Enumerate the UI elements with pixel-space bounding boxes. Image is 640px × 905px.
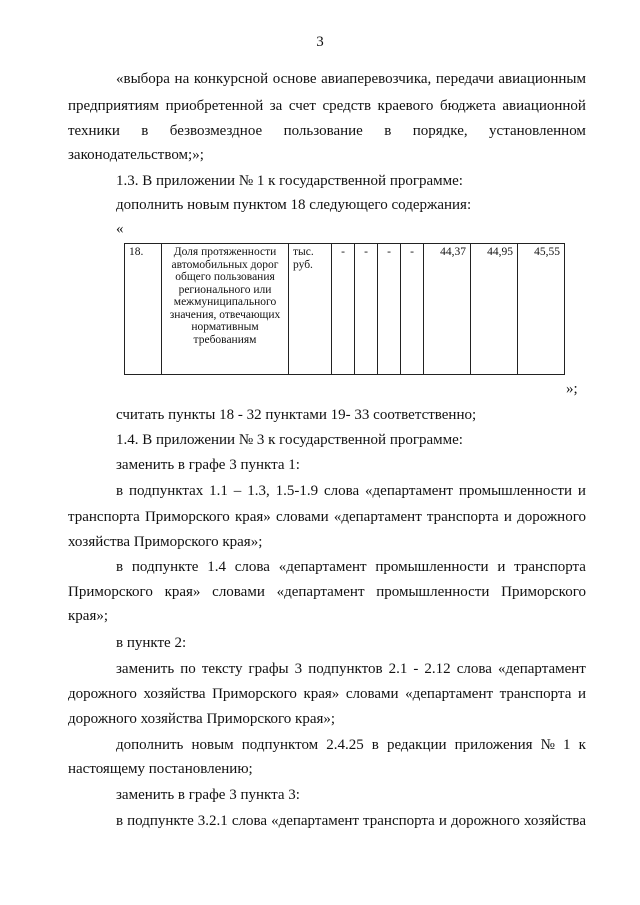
- word: к: [578, 737, 586, 753]
- paragraph-line: края»;: [68, 608, 109, 624]
- word: установленном: [489, 123, 586, 139]
- word: на: [174, 71, 190, 87]
- word: Приморского: [212, 686, 297, 702]
- word: краевого: [377, 98, 434, 114]
- word: в: [116, 813, 124, 829]
- table-cell-dash: -: [401, 244, 424, 375]
- word: порядке,: [412, 123, 468, 139]
- word: дорожного: [450, 813, 520, 829]
- word: подпункте: [127, 813, 194, 829]
- word: края»: [303, 686, 340, 702]
- paragraph-line: законодательством;»;: [68, 147, 204, 163]
- table-cell-value: 44,37: [424, 244, 471, 375]
- word: «департамент: [405, 686, 494, 702]
- word: -: [413, 661, 419, 677]
- word: 2.4.25: [326, 737, 364, 753]
- word: 2.1: [388, 661, 408, 677]
- word: транспорта: [499, 686, 572, 702]
- word: основе: [272, 71, 317, 87]
- word: –: [233, 483, 242, 499]
- word: в: [371, 737, 379, 753]
- word: края»: [164, 584, 201, 600]
- word: безвозмездное: [169, 123, 263, 139]
- word: предприятиям: [68, 98, 160, 114]
- paragraph-line: считать пункты 18 - 32 пунктами 19- 33 соответственно;: [116, 407, 477, 423]
- word: промышленности: [375, 559, 489, 575]
- paragraph-line: [116, 736, 586, 754]
- close-quote: »;: [566, 381, 578, 397]
- word: транспорта: [68, 509, 140, 525]
- word: авиаперевозчика,: [321, 71, 432, 87]
- word: «департамент: [365, 483, 453, 499]
- inserted-table: [124, 243, 565, 375]
- word: 2.12: [424, 661, 451, 677]
- paragraph-line: хозяйства Приморского края»;: [68, 534, 263, 550]
- word: Приморского: [501, 584, 586, 600]
- word: дорожного: [517, 509, 586, 525]
- word: 1.3,: [247, 483, 270, 499]
- word: словами: [345, 686, 399, 702]
- word: приложения: [454, 737, 533, 753]
- word: «департамент: [497, 661, 586, 677]
- word: графы: [248, 661, 289, 677]
- section-heading: 1.4. В приложении № 3 к государственной программе:: [116, 432, 463, 448]
- paragraph-line: настоящему постановлению;: [68, 761, 253, 777]
- word: в: [141, 123, 149, 139]
- word: средств: [322, 98, 372, 114]
- word: бюджета: [439, 98, 496, 114]
- word: приобретенной: [165, 98, 264, 114]
- paragraph-line: [68, 685, 586, 703]
- word: новым: [191, 737, 234, 753]
- word: в: [384, 123, 392, 139]
- word: слова: [456, 661, 492, 677]
- word: 1: [563, 737, 571, 753]
- word: редакции: [386, 737, 447, 753]
- paragraph-line: дорожного хозяйства Приморского края»;: [68, 711, 336, 727]
- word: 1.4: [207, 559, 226, 575]
- paragraph-line: [116, 558, 586, 576]
- paragraph-line: [116, 70, 586, 88]
- word: конкурсной: [193, 71, 269, 87]
- word: и: [503, 509, 512, 525]
- table-cell-dash: -: [332, 244, 355, 375]
- paragraph-line: [116, 482, 586, 500]
- word: края»: [234, 509, 271, 525]
- word: по: [180, 661, 196, 677]
- paragraph-line: в пункте 2:: [116, 635, 187, 651]
- paragraph-line: [68, 583, 586, 601]
- word: в: [116, 483, 124, 499]
- word: «департамент: [271, 813, 359, 829]
- word: и: [577, 483, 586, 499]
- word: «департамент: [333, 509, 422, 525]
- table-cell-unit: тыс. руб.: [289, 244, 332, 375]
- word: подпункте: [131, 559, 199, 575]
- paragraph-line: [68, 97, 586, 115]
- word: заменить: [116, 661, 175, 677]
- word: «департамент: [278, 559, 367, 575]
- word: транспорта: [426, 509, 499, 525]
- table-cell-value: 45,55: [518, 244, 565, 375]
- word: передачи: [435, 71, 494, 87]
- word: «департамент: [276, 584, 365, 600]
- word: хозяйства: [523, 813, 586, 829]
- table-cell-dash: -: [378, 244, 401, 375]
- word: техники: [68, 123, 120, 139]
- word: и: [438, 813, 447, 829]
- word: и: [497, 559, 506, 575]
- word: промышленности: [458, 483, 573, 499]
- paragraph-line: заменить в графе 3 пункта 3:: [116, 787, 300, 803]
- table-cell-value: 44,95: [471, 244, 518, 375]
- word: хозяйства: [143, 686, 206, 702]
- word: подпунктом: [241, 737, 319, 753]
- table-row: [125, 244, 565, 375]
- word: и: [577, 686, 586, 702]
- word: в: [116, 559, 124, 575]
- table-cell-dash: -: [355, 244, 378, 375]
- page-number: 3: [316, 34, 324, 50]
- word: дополнить: [116, 737, 184, 753]
- word: 1.5-1.9: [275, 483, 319, 499]
- word: слова: [234, 559, 270, 575]
- word: промышленности: [376, 584, 490, 600]
- word: транспорта: [363, 813, 435, 829]
- word: счет: [288, 98, 316, 114]
- word: авиационным: [498, 71, 586, 87]
- paragraph-line: [68, 508, 586, 526]
- word: 3: [294, 661, 303, 677]
- paragraph-line: дополнить новым пунктом 18 следующего содержания:: [116, 197, 472, 213]
- table-cell-number: 18.: [125, 244, 162, 375]
- paragraph-line: [116, 812, 586, 830]
- word: тексту: [201, 661, 243, 677]
- word: Приморского: [68, 584, 153, 600]
- word: пользование: [283, 123, 363, 139]
- word: «выбора: [116, 71, 170, 87]
- word: словами: [212, 584, 265, 600]
- word: дорожного: [68, 686, 137, 702]
- word: 3.2.1: [197, 813, 228, 829]
- word: словами: [275, 509, 329, 525]
- open-quote: «: [116, 221, 124, 237]
- word: Приморского: [144, 509, 230, 525]
- paragraph-line: заменить в графе 3 пункта 1:: [116, 457, 300, 473]
- section-heading: 1.3. В приложении № 1 к государственной программе:: [116, 173, 463, 189]
- word: за: [269, 98, 283, 114]
- word: подпунктах: [128, 483, 204, 499]
- word: слова: [231, 813, 268, 829]
- word: слова: [323, 483, 360, 499]
- paragraph-line: [68, 122, 586, 140]
- word: №: [540, 737, 555, 753]
- word: авиационной: [502, 98, 586, 114]
- paragraph-line: [116, 660, 586, 678]
- word: 1.1: [209, 483, 228, 499]
- word: подпунктов: [308, 661, 383, 677]
- table-cell-name: Доля протяженности автомобильных дорог общего пользования регионального или межмуниципального значения, отвечающих нормативным требованиям: [162, 244, 289, 375]
- word: транспорта: [514, 559, 586, 575]
